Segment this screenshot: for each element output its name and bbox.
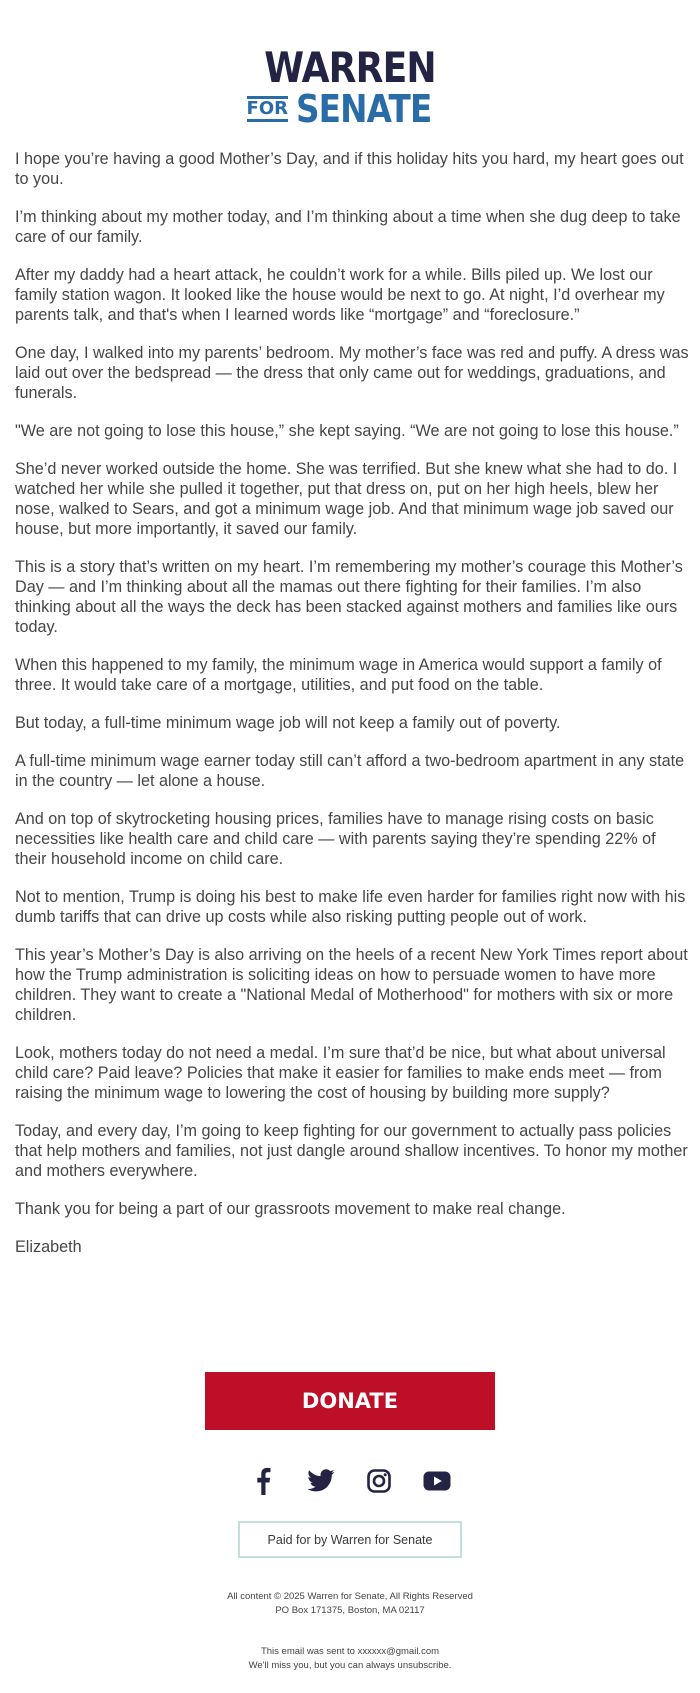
footer-legal — [0, 1590, 700, 1618]
body-paragraph: I hope you’re having a good Mother’s Day, and if this holiday hits you hard, my heart goes out to you. — [15, 150, 684, 188]
signature: Elizabeth — [15, 1238, 82, 1256]
body-paragraph: But today, a full-time minimum wage job will not keep a family out of poverty. — [15, 714, 561, 732]
body-paragraph: She’d never worked outside the home. She was terrified. But she knew what she had to do. I watched her while she pulled it together, put that dress on, put on her high heels, blew her nose, walked to Sears, and got a minimum wage job. And that minimum wage job saved our house, but more importantly, it saved our family. — [15, 460, 678, 538]
paid-for-text: Paid for by Warren for Senate — [267, 1532, 433, 1547]
footer-copyright: All content © 2025 Warren for Senate, All Rights Reserved — [227, 1591, 473, 1602]
body-paragraph: I’m thinking about my mother today, and I’m thinking about a time when she dug deep to take care of our family. — [15, 208, 681, 246]
body-paragraph: This is a story that’s written on my heart. I’m remembering my mother’s courage this Mother’s Day — and I’m thinking about all the mamas out there fighting for their families. I’m also thinking about all the ways the deck has been stacked against mothers and families like ours today. — [15, 558, 683, 636]
logo-bottom-row — [0, 87, 700, 131]
body-paragraph: And on top of skytrocketing housing prices, families have to manage rising costs on basic necessities like health care and child care — with parents saying they’re spending 22% of their household income on child care. — [15, 810, 656, 868]
twitter-icon[interactable] — [307, 1466, 336, 1495]
donate-button[interactable] — [205, 1372, 495, 1430]
paid-for-box — [238, 1521, 462, 1558]
body-paragraph: One day, I walked into my parents’ bedroom. My mother’s face was red and puffy. A dress was laid out over the bedspread — the dress that only came out for weddings, graduations, and funerals. — [15, 344, 689, 402]
body-paragraph: Thank you for being a part of our grassroots movement to make real change. — [15, 1200, 566, 1218]
logo-warren-text: WARREN — [264, 43, 436, 92]
logo-senate-text: SENATE — [296, 87, 432, 131]
body-paragraph: This year’s Mother’s Day is also arriving on the heels of a recent New York Times report about how the Trump administration is soliciting ideas on how to persuade women to have more children. They want to create a "National Medal of Motherhood" for mothers with six or more children. — [15, 946, 688, 1024]
footer-unsubscribe — [0, 1645, 700, 1673]
body-paragraph: After my daddy had a heart attack, he couldn’t work for a while. Bills piled up. We lost our family station wagon. It looked like the house would be next to go. At night, I’d overhear my parents talk, and that's when I learned words like “mortgage” and “foreclosure.” — [15, 266, 665, 324]
body-paragraph: "We are not going to lose this house,” she kept saying. “We are not going to lose this house.” — [15, 422, 679, 440]
body-paragraph: When this happened to my family, the minimum wage in America would support a family of three. It would take care of a mortgage, utilities, and put food on the table. — [15, 656, 662, 694]
body-paragraph: A full-time minimum wage earner today still can’t afford a two-bedroom apartment in any state in the country — let alone a house. — [15, 752, 685, 790]
instagram-icon[interactable] — [365, 1466, 394, 1495]
youtube-icon[interactable] — [423, 1466, 452, 1495]
email-body — [15, 149, 689, 1275]
footer-address: PO Box 171375, Boston, MA 02117 — [275, 1605, 425, 1616]
donate-button-label: DONATE — [301, 1389, 399, 1413]
unsubscribe-link[interactable]: We'll miss you, but you can always unsubscribe. — [248, 1660, 452, 1671]
body-paragraph: Today, and every day, I’m going to keep fighting for our government to actually pass policies that help mothers and families, not just dangle around shallow incentives. To honor my mother and mothers everywhere. — [15, 1122, 688, 1180]
warren-for-senate-logo — [0, 43, 700, 131]
logo-for-text: FOR — [247, 96, 288, 122]
body-paragraph: Look, mothers today do not need a medal. I’m sure that’d be nice, but what about universal child care? Paid leave? Policies that make it easier for families to make ends meet — from raising the minimum wage to lowering the cost of housing by building more supply? — [15, 1044, 666, 1102]
body-paragraph: Not to mention, Trump is doing his best to make life even harder for families right now with his dumb tariffs that can drive up costs while also risking putting people out of work. — [15, 888, 686, 926]
footer-sent-to: This email was sent to xxxxxx@gmail.com — [260, 1646, 440, 1657]
social-links — [0, 1466, 700, 1495]
facebook-icon[interactable] — [249, 1466, 278, 1495]
